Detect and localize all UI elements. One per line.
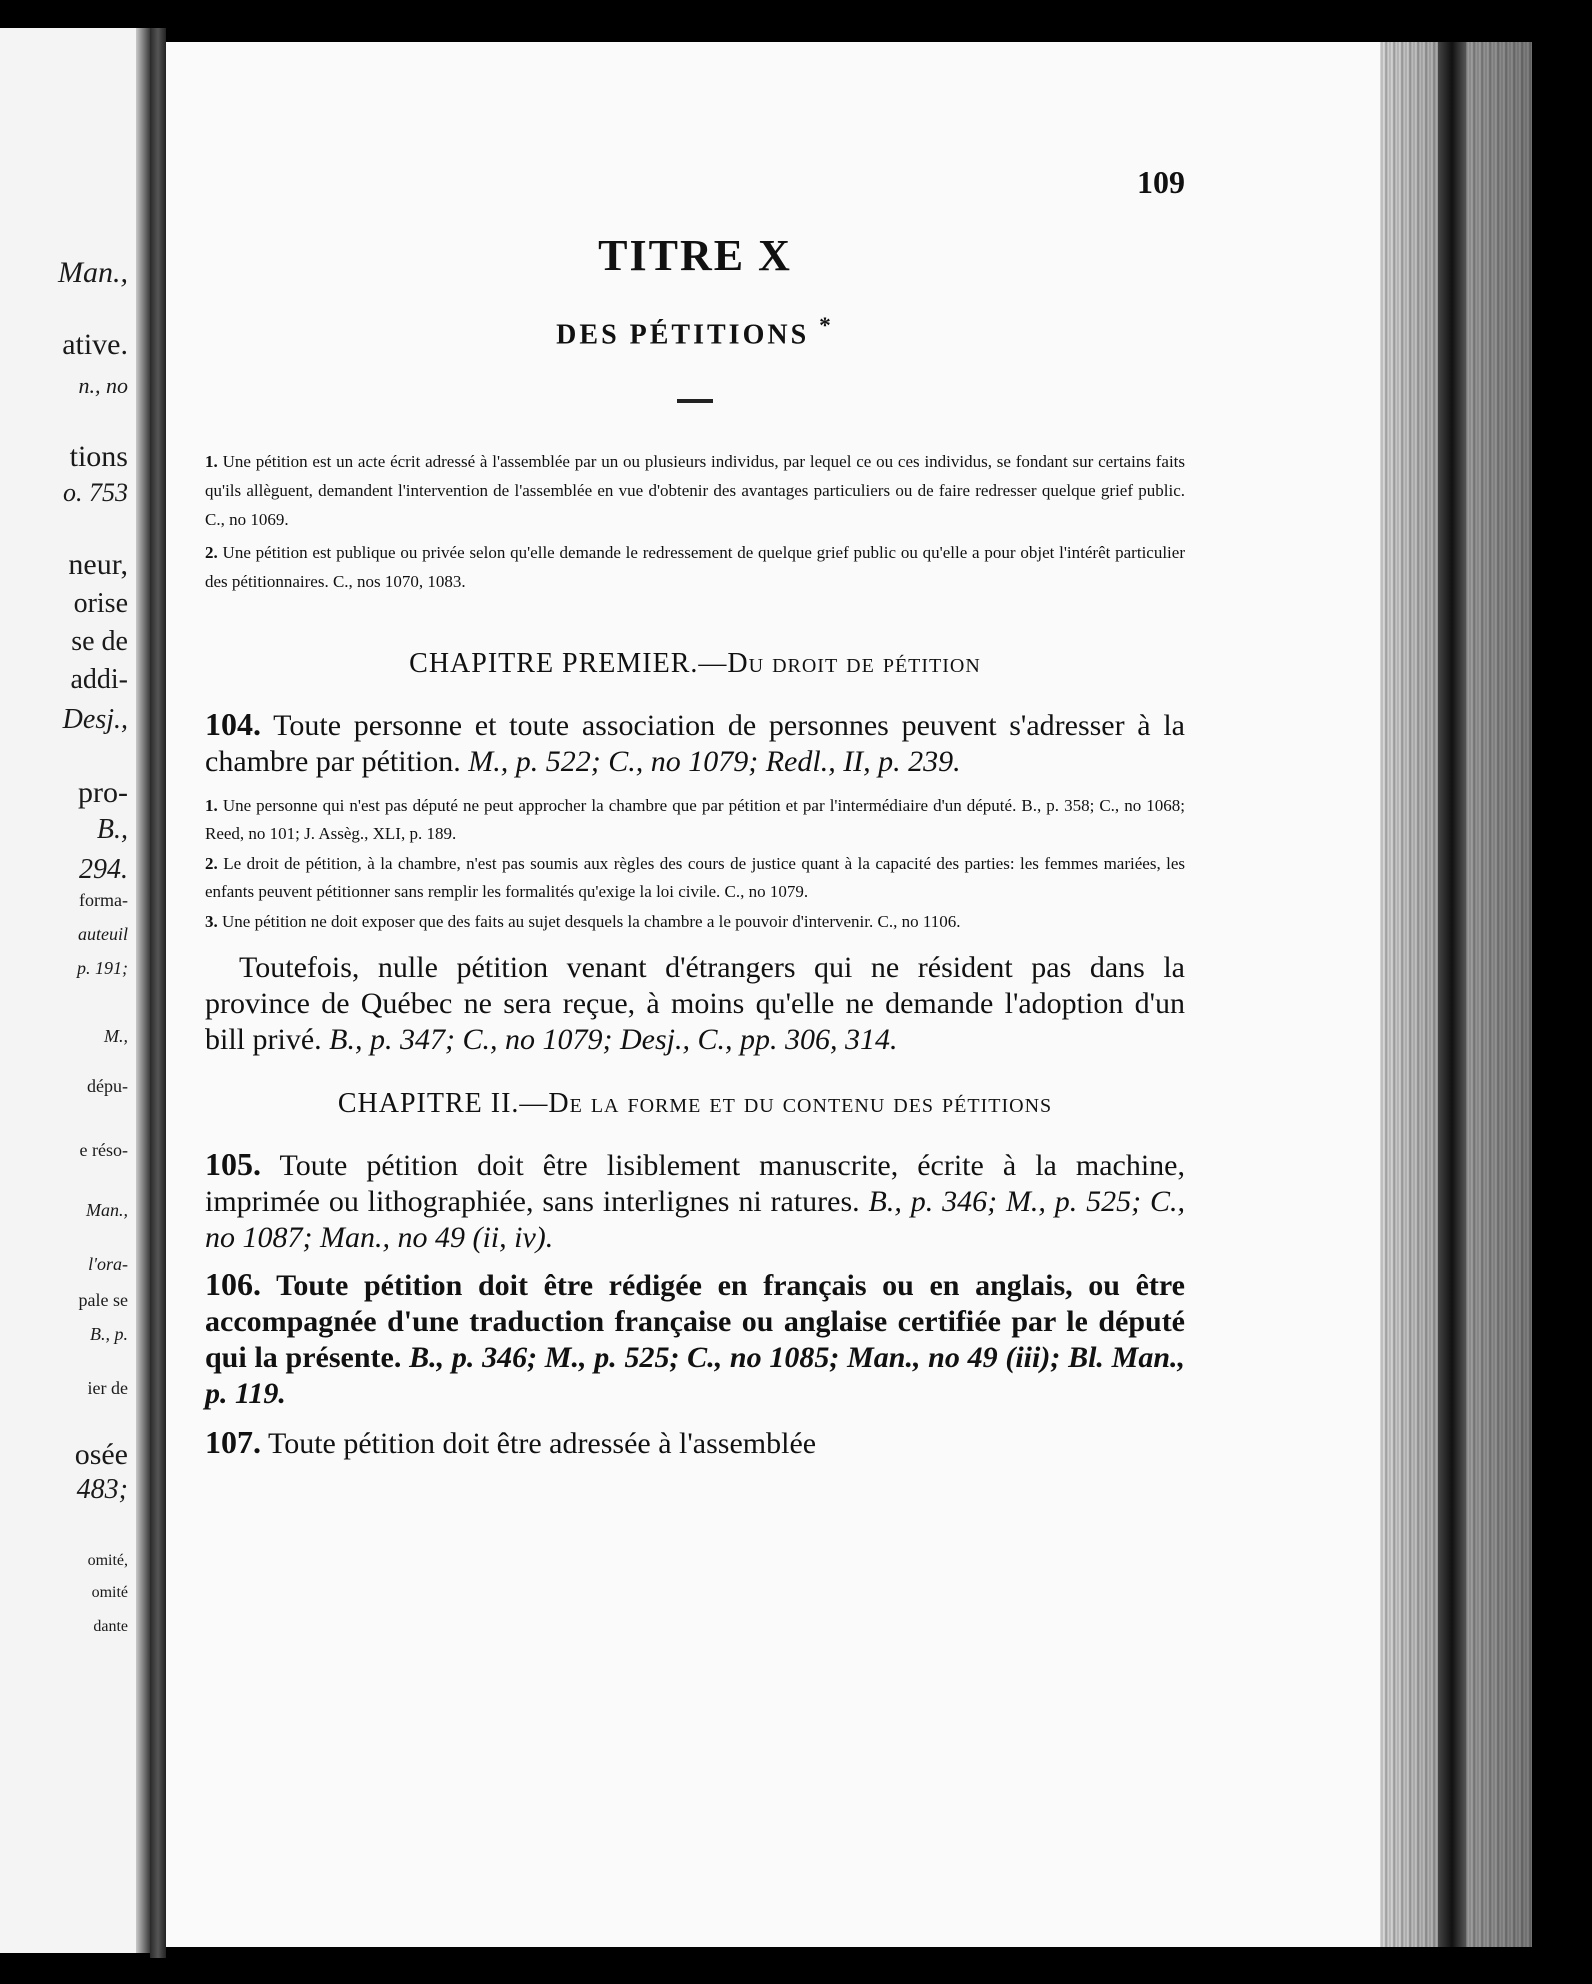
chapter-label: CHAPITRE PREMIER.— xyxy=(409,648,728,680)
article-number: 104. xyxy=(205,706,261,743)
left-page-fragment: omité, xyxy=(87,1552,128,1569)
note-text: Une pétition ne doit exposer que des faits au sujet desquels la chambre a le pouvoir d'intervenir. C., no 1106. xyxy=(222,912,961,932)
note-text: Une pétition est un acte écrit adressé à l'assemblée par un ou plusieurs individus, par lequel ce ou ces individus, se fondant sur certains faits qu'ils allèguent, demandent l'intervention de l'assemblée en vue d'obtenir des avantages particuliers ou de faire redresser quelque grief public. C., no 1069. xyxy=(205,452,1186,530)
left-page-fragment: omité xyxy=(91,1584,128,1601)
chapter-1-heading xyxy=(205,648,1185,680)
left-page-fragment: Man., xyxy=(86,1200,128,1220)
page-title: TITRE X xyxy=(598,231,792,280)
left-page-fragment: pro- xyxy=(78,776,128,809)
article-number: 105. xyxy=(205,1146,261,1183)
left-facing-page xyxy=(0,28,150,1953)
chapter-title: Du droit de pétition xyxy=(727,648,981,680)
left-page-fragment: B., xyxy=(96,814,128,845)
article-text: Toute pétition doit être rédigée en français ou en anglais, ou être accompagnée d'une traduction française ou anglaise certifiée par le député qui la présente. xyxy=(205,1269,1186,1375)
intro-notes xyxy=(205,447,1185,596)
article-refs: B., p. 347; C., no 1079; Desj., C., pp. 306, 314. xyxy=(329,1023,898,1057)
intro-note-1 xyxy=(205,447,1185,534)
art104-note-1 xyxy=(205,792,1185,848)
left-page-fragment: n., no xyxy=(78,373,128,398)
left-page-fragment: forma- xyxy=(79,890,128,910)
left-page-fragment: orise xyxy=(73,588,128,619)
left-page-fragment: se de xyxy=(71,626,128,657)
left-page-fragment: 294. xyxy=(79,854,128,885)
chapter-2-heading xyxy=(205,1088,1185,1120)
subtitle-asterisk: * xyxy=(819,313,834,339)
left-page-fragment: dépu- xyxy=(87,1076,128,1096)
left-page-gutter xyxy=(136,28,150,1953)
note-number: 1. xyxy=(205,452,218,472)
chapter-label: CHAPITRE II.— xyxy=(337,1088,549,1120)
article-104-continued xyxy=(205,950,1185,1058)
art104-note-2 xyxy=(205,850,1185,906)
note-text: Le droit de pétition, à la chambre, n'est pas soumis aux règles des cours de justice quant à la capacité des parties: les femmes mariées, les enfants peuvent pétitionner sans remplir les formalités qu'exige la loi civile. C., no 1079. xyxy=(205,854,1186,902)
left-page-fragment: dante xyxy=(93,1618,128,1635)
article-text: Toute pétition doit être adressée à l'assemblée xyxy=(267,1427,817,1461)
left-page-fragment: 483; xyxy=(76,1474,128,1505)
left-page-fragment: neur, xyxy=(68,548,128,581)
note-text: Une personne qui n'est pas député ne peut approcher la chambre que par pétition et par l'intermédiaire d'un député. B., p. 358; C., no 1068; Reed, no 101; J. Assèg., XLI, p. 189. xyxy=(205,796,1186,844)
left-page-fragment: M., xyxy=(104,1026,128,1046)
article-text: Toute personne et toute association de personnes peuvent s'adresser à la chambre par pétition. xyxy=(205,709,1185,779)
art104-note-3 xyxy=(205,908,1185,936)
left-page-fragment: B., p. xyxy=(90,1324,128,1344)
left-page-fragment: Man., xyxy=(58,256,128,289)
page-subtitle xyxy=(205,313,1185,351)
left-page-fragment: ative. xyxy=(62,328,128,361)
article-104 xyxy=(205,706,1185,780)
article-refs: M., p. 522; C., no 1079; Redl., II, p. 239. xyxy=(468,745,961,779)
note-text: Une pétition est publique ou privée selon qu'elle demande le redressement de quelque grief public ou qu'elle a pour objet l'intérêt particulier des pétitionnaires. C., nos 1070, 1083. xyxy=(205,543,1185,592)
left-page-fragment: tions xyxy=(69,440,128,473)
book-spine xyxy=(150,28,166,1958)
article-105 xyxy=(205,1146,1185,1256)
article-refs: B., p. 346; M., p. 525; C., no 1087; Man., no 49 (ii, iv). xyxy=(205,1185,1186,1255)
title-divider xyxy=(677,399,713,403)
edges-dark-band xyxy=(1438,42,1466,1947)
page-number: 109 xyxy=(1137,164,1185,200)
left-page-fragment: ier de xyxy=(87,1378,128,1398)
left-page-fragment: addi- xyxy=(70,664,128,695)
left-page-fragment: p. 191; xyxy=(77,958,128,978)
chapter-title: De la forme et du contenu des pétitions xyxy=(548,1088,1053,1120)
note-number: 1. xyxy=(205,796,218,816)
left-page-fragment: e réso- xyxy=(79,1140,128,1160)
intro-note-2 xyxy=(205,538,1185,596)
article-107 xyxy=(205,1424,1185,1462)
note-number: 2. xyxy=(205,854,218,874)
left-page-fragment: Desj., xyxy=(62,704,128,735)
note-number: 2. xyxy=(205,543,218,563)
page-edges xyxy=(1380,42,1532,1947)
article-number: 107. xyxy=(205,1424,261,1461)
left-page-fragment: osée xyxy=(74,1438,128,1471)
left-page-fragment: pale se xyxy=(78,1290,128,1310)
left-page-fragment: l'ora- xyxy=(88,1254,128,1274)
page-content xyxy=(205,150,1185,1472)
left-page-fragment: o. 753 xyxy=(63,478,128,507)
article-text: Toute pétition doit être lisiblement manuscrite, écrite à la machine, imprimée ou lithographiée, sans interlignes ni ratures. xyxy=(205,1149,1185,1219)
article-refs: B., p. 346; M., p. 525; C., no 1085; Man., no 49 (iii); Bl. Man., p. 119. xyxy=(205,1341,1186,1411)
article-104-notes xyxy=(205,792,1185,936)
article-106 xyxy=(205,1266,1185,1412)
article-number: 106. xyxy=(205,1266,261,1303)
left-page-fragment: auteuil xyxy=(78,924,128,944)
note-number: 3. xyxy=(205,912,218,932)
subtitle-text: DES PÉTITIONS xyxy=(556,319,810,351)
article-text: Toutefois, nulle pétition venant d'étrangers qui ne résident pas dans la province de Québec ne sera reçue, à moins qu'elle ne demande l'adoption d'un bill privé. xyxy=(205,951,1185,1057)
